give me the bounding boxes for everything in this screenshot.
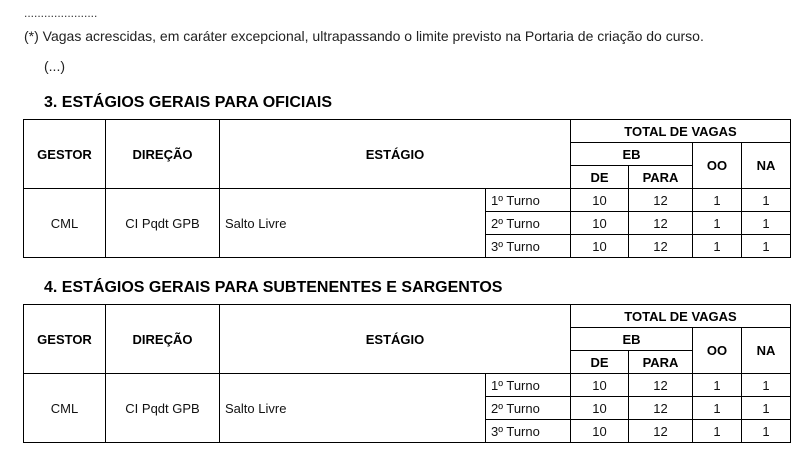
section-title: 3. ESTÁGIOS GERAIS PARA OFICIAIS (44, 94, 333, 111)
footnote: (*) Vagas acrescidas, em caráter excepcional, ultrapassando o limite previsto na Portaria de criação do curso. (24, 28, 704, 44)
header-de: DE (571, 351, 629, 374)
na-cell: 1 (742, 420, 791, 443)
header-estagio: ESTÁGIO (220, 120, 571, 189)
de-cell: 10 (571, 212, 629, 235)
header-gestor: GESTOR (24, 305, 106, 374)
gestor-cell: CML (24, 374, 106, 443)
de-cell: 10 (571, 235, 629, 258)
vacancies-table (23, 304, 791, 443)
header-eb: EB (571, 143, 693, 166)
oo-cell: 1 (693, 420, 742, 443)
na-cell: 1 (742, 212, 791, 235)
na-cell: 1 (742, 235, 791, 258)
header-oo: OO (693, 143, 742, 189)
na-cell: 1 (742, 189, 791, 212)
turno-cell: 2º Turno (486, 212, 571, 235)
direcao-cell: CI Pqdt GPB (106, 189, 220, 258)
direcao-cell: CI Pqdt GPB (106, 374, 220, 443)
de-cell: 10 (571, 420, 629, 443)
header-estagio: ESTÁGIO (220, 305, 571, 374)
oo-cell: 1 (693, 374, 742, 397)
header-para: PARA (629, 351, 693, 374)
header-eb: EB (571, 328, 693, 351)
turno-cell: 1º Turno (486, 374, 571, 397)
oo-cell: 1 (693, 212, 742, 235)
header-na: NA (742, 328, 791, 374)
table-row (24, 189, 791, 212)
header-direcao: DIREÇÃO (106, 120, 220, 189)
para-cell: 12 (629, 397, 693, 420)
de-cell: 10 (571, 397, 629, 420)
na-cell: 1 (742, 397, 791, 420)
oo-cell: 1 (693, 397, 742, 420)
para-cell: 12 (629, 420, 693, 443)
header-gestor: GESTOR (24, 120, 106, 189)
para-cell: 12 (629, 212, 693, 235)
header-total-vagas: TOTAL DE VAGAS (571, 120, 791, 143)
oo-cell: 1 (693, 189, 742, 212)
oo-cell: 1 (693, 235, 742, 258)
para-cell: 12 (629, 235, 693, 258)
separator-dots: ...................... (24, 6, 98, 20)
de-cell: 10 (571, 189, 629, 212)
turno-cell: 3º Turno (486, 420, 571, 443)
table-row (24, 374, 791, 397)
na-cell: 1 (742, 374, 791, 397)
ellipsis: (...) (44, 58, 65, 74)
gestor-cell: CML (24, 189, 106, 258)
header-oo: OO (693, 328, 742, 374)
para-cell: 12 (629, 374, 693, 397)
header-total-vagas: TOTAL DE VAGAS (571, 305, 791, 328)
header-na: NA (742, 143, 791, 189)
header-para: PARA (629, 166, 693, 189)
de-cell: 10 (571, 374, 629, 397)
turno-cell: 1º Turno (486, 189, 571, 212)
para-cell: 12 (629, 189, 693, 212)
turno-cell: 3º Turno (486, 235, 571, 258)
turno-cell: 2º Turno (486, 397, 571, 420)
vacancies-table (23, 119, 791, 258)
estagio-cell: Salto Livre (220, 189, 486, 258)
section-title: 4. ESTÁGIOS GERAIS PARA SUBTENENTES E SARGENTOS (44, 279, 503, 296)
header-direcao: DIREÇÃO (106, 305, 220, 374)
header-de: DE (571, 166, 629, 189)
estagio-cell: Salto Livre (220, 374, 486, 443)
